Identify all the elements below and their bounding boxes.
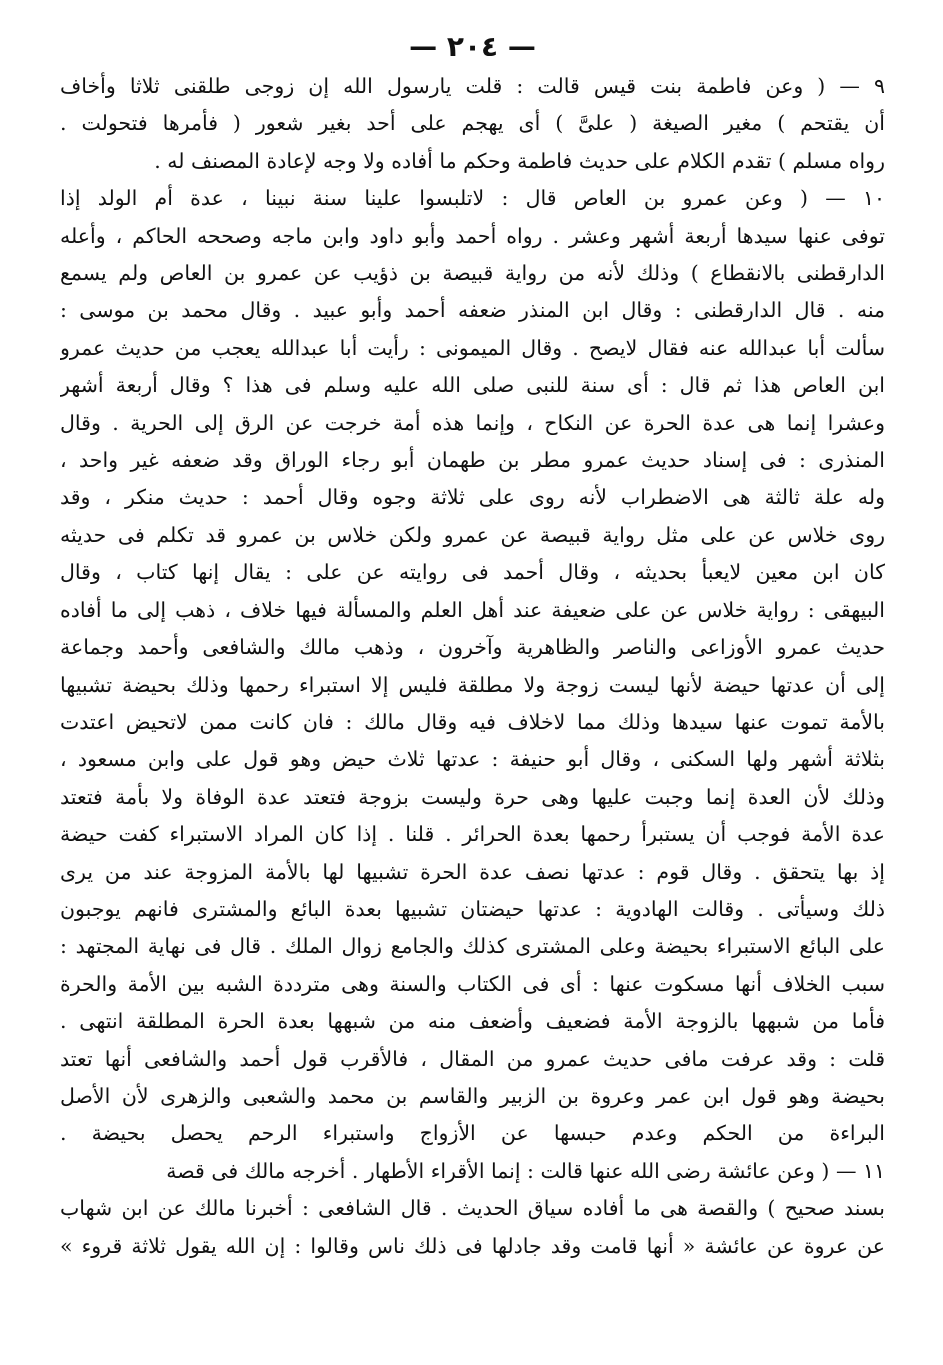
text-line: ١٠ — ( وعن عمرو بن العاص قال : لاتلبسوا علينا سنة نبينا ، عدة أم الولد إذا	[60, 186, 885, 211]
text-line: روى خلاس عن على مثل رواية قبيصة عن عمرو ولكن خلاس بن عمرو قد تكلم فى حديثه	[60, 522, 885, 547]
text-line: البراءة من الحكم وعدم حبسها عن الأزواج واستبراء الرحم يحصل بحيضة .	[60, 1121, 885, 1146]
text-line: عن عروة عن عائشة « أنها قامت وقد جادلها فى ذلك ناس وقالوا : إن الله يقول ثلاثة قروء »	[60, 1233, 885, 1258]
text-line: ابن العاص هذا ثم قال : أى سنة للنبى صلى الله عليه وسلم فى هذا ؟ وقال أربعة أشهر	[60, 373, 885, 398]
text-line: توفى عنها سيدها أربعة أشهر وعشر . رواه أحمد وأبو داود وابن ماجه وصححه الحاكم ، وأعله	[60, 223, 885, 248]
text-line: على البائع الاستبراء بحيضة وعلى المشترى كذلك والجامع زوال الملك . قال فى نهاية المجتهد :	[60, 934, 885, 959]
text-line: ٩ — ( وعن فاطمة بنت قيس قالت : قلت يارسول الله إن زوجى طلقنى ثلاثا وأخاف	[60, 74, 885, 98]
text-line: رواه مسلم ) تقدم الكلام على حديث فاطمة وحكم ما أفاده ولا وجه لإعادة المصنف له .	[154, 148, 885, 173]
text-line: ١١ — ( وعن عائشة رضى الله عنها قالت : إنما الأقراء الأطهار . أخرجه مالك فى قصة	[166, 1158, 885, 1183]
text-line: سألت أبا عبدالله عنه فقال لايصح . وقال الميمونى : رأيت أبا عبدالله يعجب من حديث عمرو	[60, 335, 885, 360]
text-line: الدارقطنى بالانقطاع ) وذلك لأنه من رواية قبيصة بن ذؤيب عن عمرو بن العاص ولم يسمع	[60, 261, 885, 286]
text-line: بثلاثة أشهر ولها السكنى ، وقال أبو حنيفة : عدتها ثلاث حيض وهو قول على وابن مسعود ،	[60, 747, 885, 772]
text-line: ذلك وسيأتى . وقالت الهادوية : عدتها حيضتان تشبيها بعدة البائع والمشترى فانهم يوجبون	[60, 896, 885, 921]
body-text	[60, 68, 885, 1358]
text-line: بسند صحيح ) والقصة هى ما أفاده سياق الحديث . قال الشافعى : أخبرنا مالك عن ابن شهاب	[60, 1196, 885, 1221]
text-line: بحيضة وهو قول ابن عمر وعروة بن الزبير والقاسم بن محمد والشعبى والزهرى لأن الأصل	[60, 1083, 885, 1108]
text-line: وعشرا إنما هى عدة الحرة عن النكاح ، وإنما هذه أمة خرجت عن الرق إلى الحرية . وقال	[60, 410, 885, 435]
text-line: حديث عمرو الأوزاعى والناصر والظاهرية وآخرون ، وذهب مالك والشافعى وأحمد وجماعة	[60, 635, 885, 660]
text-line: قلت : وقد عرفت مافى حديث عمرو من المقال ، فالأقرب قول أحمد والشافعى أنها تعتد	[60, 1046, 885, 1071]
text-line: منه . قال الدارقطنى : وقال ابن المنذر ضعفه أحمد وأبو عبيد . وقال محمد بن موسى :	[60, 298, 885, 323]
text-line: إذ بها يتحقق . وقال قوم : عدتها نصف عدة الحرة تشبيها لها بالأمة المزوجة عند من يرى	[60, 859, 885, 884]
text-line: فأما من شبهها بالزوجة الأمة فضعيف وأضعف منه من شبهها بعدة الحرة المطلقة انتهى .	[60, 1009, 885, 1034]
text-line: وذلك لأن العدة إنما وجبت عليها وهى حرة وليست بزوجة فتعتد عدة الوفاة ولا بأمة فتعتد	[60, 784, 885, 809]
page-number: — ٢٠٤ —	[409, 30, 536, 63]
text-line: بالأمة تموت عنها سيدها وذلك مما لاخلاف فيه وقال مالك : فان كانت ممن لاتحيض اعتدت	[60, 709, 885, 734]
text-line: أن يقتحم ) مغير الصيغة ( علىَّ ) أى يهجم على أحد بغير شعور ( فأمرها فتحولت .	[60, 111, 885, 136]
text-line: عدة الأمة فوجب أن يستبرأ رحمها بعدة الحرائر . قلنا . إذا كان المراد الاستبراء كفت حيضة	[60, 822, 885, 847]
text-line: المنذرى : فى إسناد حديث عمرو مطر بن طهمان أبو رجاء الوراق وقد ضعفه غير واحد ،	[60, 448, 885, 473]
text-line: البيهقى : رواية خلاس عن على ضعيفة عند أهل العلم والمسألة فيها خلاف ، ذهب إلى ما أفاده	[60, 597, 885, 622]
text-line: إلى أن عدتها حيضة لأنها ليست زوجة ولا مطلقة فليس إلا استبراء رحمها وذلك بحيضة تشبيها	[60, 672, 885, 697]
text-line: كان ابن معين لايعبأ بحديثه ، وقال أحمد فى روايته عن على : يقال إنها كتاب ، وقال	[60, 560, 885, 585]
text-line: سبب الخلاف أنها مسكوت عنها : أى فى الكتاب والسنة وهى مترددة الشبه بين الأمة والحرة	[60, 971, 885, 996]
text-line: وله علة ثالثة هى الاضطراب لأنه روى على ثلاثة وجوه وقال أحمد : حديث منكر ، وقد	[60, 485, 885, 510]
